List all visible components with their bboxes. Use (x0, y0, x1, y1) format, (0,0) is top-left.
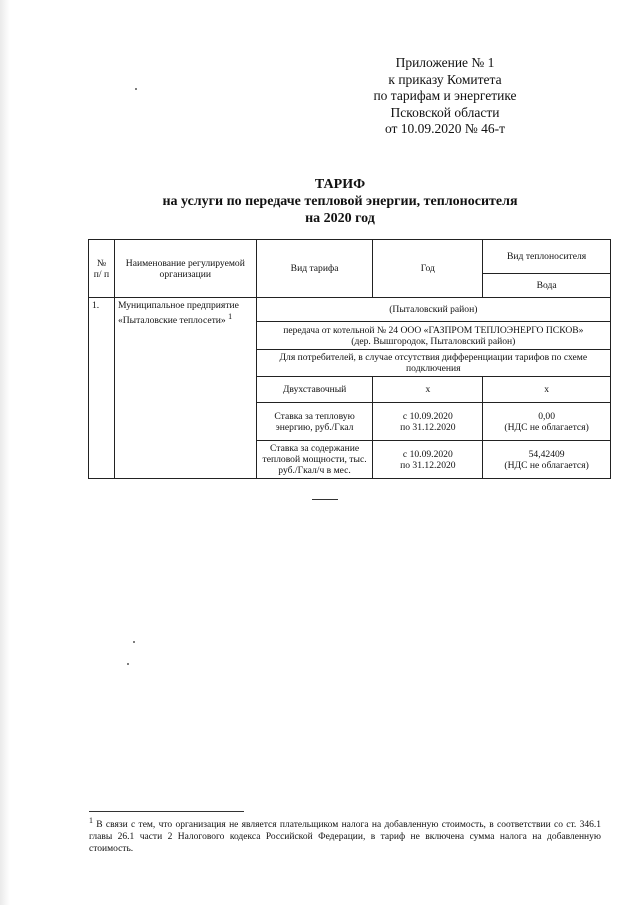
transfer-line-2: (дер. Вышгородок, Пыталовский район) (351, 335, 516, 347)
appendix-header (340, 55, 550, 138)
x-cell-year: х (373, 377, 483, 403)
footnote-rule (89, 811, 244, 812)
rate2-name: Ставка за содержание тепловой мощности, тыс. руб./Гкал/ч в мес. (256, 441, 373, 479)
rate1-value: 0,00 (538, 410, 555, 422)
rate1-to: по 31.12.2020 (400, 421, 456, 433)
appendix-line-2: к приказу Комитета (388, 71, 502, 87)
footnote-mark: 1 (89, 816, 93, 825)
scan-edge-shadow (0, 0, 10, 905)
rate1-name: Ставка за тепловую энергию, руб./Гкал (256, 403, 373, 441)
header-tariff-type: Вид тарифа (256, 240, 373, 298)
appendix-line-3: по тарифам и энергетике (373, 88, 517, 103)
scan-speck (127, 663, 129, 665)
header-year: Год (373, 240, 483, 298)
tariff-table (88, 239, 611, 479)
footnote (89, 815, 601, 855)
org-name: Муниципальное предприятие «Пыталовские теплосети» (117, 300, 239, 327)
document-title (80, 176, 600, 227)
rate2-from: с 10.09.2020 (402, 448, 453, 460)
rate2-value-cell (483, 441, 611, 479)
rate2-period (373, 441, 483, 479)
transfer-cell (256, 322, 610, 350)
footnote-text: В связи с тем, что организация не является плательщиком налога на добавленную стоимость, в соответствии со ст. 346.1 главы 26.1 части 2 Налогового кодекса Российской Федерации, в тариф не включена сумма налога на добавленную стоимость. (89, 820, 601, 855)
two-part-cell: Двухставочный (256, 377, 373, 403)
org-footnote-mark: 1 (228, 312, 233, 321)
x-cell-water: х (483, 377, 611, 403)
row-org (114, 298, 256, 479)
scan-speck (133, 641, 135, 643)
header-num: № п/ п (89, 240, 115, 298)
header-water: Вода (483, 274, 611, 298)
scan-speck (135, 88, 137, 90)
rate2-value: 54,42409 (528, 448, 565, 460)
rate1-period (373, 403, 483, 441)
transfer-line-1: передача от котельной № 24 ООО «ГАЗПРОМ ТЕПЛОЭНЕРГО ПСКОВ» (283, 324, 584, 336)
row-num: 1. (89, 298, 115, 479)
separator-dash (312, 499, 338, 500)
appendix-line-1: Приложение № 1 (395, 55, 495, 70)
appendix-line-5: от 10.09.2020 № 46-т (384, 121, 506, 136)
title-line-3: на 2020 год (305, 211, 375, 226)
rate2-vat: (НДС не облагается) (504, 459, 589, 471)
title-line-1: ТАРИФ (314, 177, 366, 192)
header-org: Наименование регулируемой организации (114, 240, 256, 298)
header-carrier: Вид теплоносителя (483, 240, 611, 274)
rate1-vat: (НДС не облагается) (504, 421, 589, 433)
rate1-from: с 10.09.2020 (402, 410, 453, 422)
rate1-value-cell (483, 403, 611, 441)
district-cell: (Пыталовский район) (256, 298, 610, 322)
title-line-2: на услуги по передаче тепловой энергии, теплоносителя (162, 194, 518, 209)
appendix-line-4: Псковской области (390, 104, 500, 120)
consumers-cell: Для потребителей, в случае отсутствия дифференциации тарифов по схеме подключения (256, 350, 610, 377)
rate2-to: по 31.12.2020 (400, 459, 456, 471)
